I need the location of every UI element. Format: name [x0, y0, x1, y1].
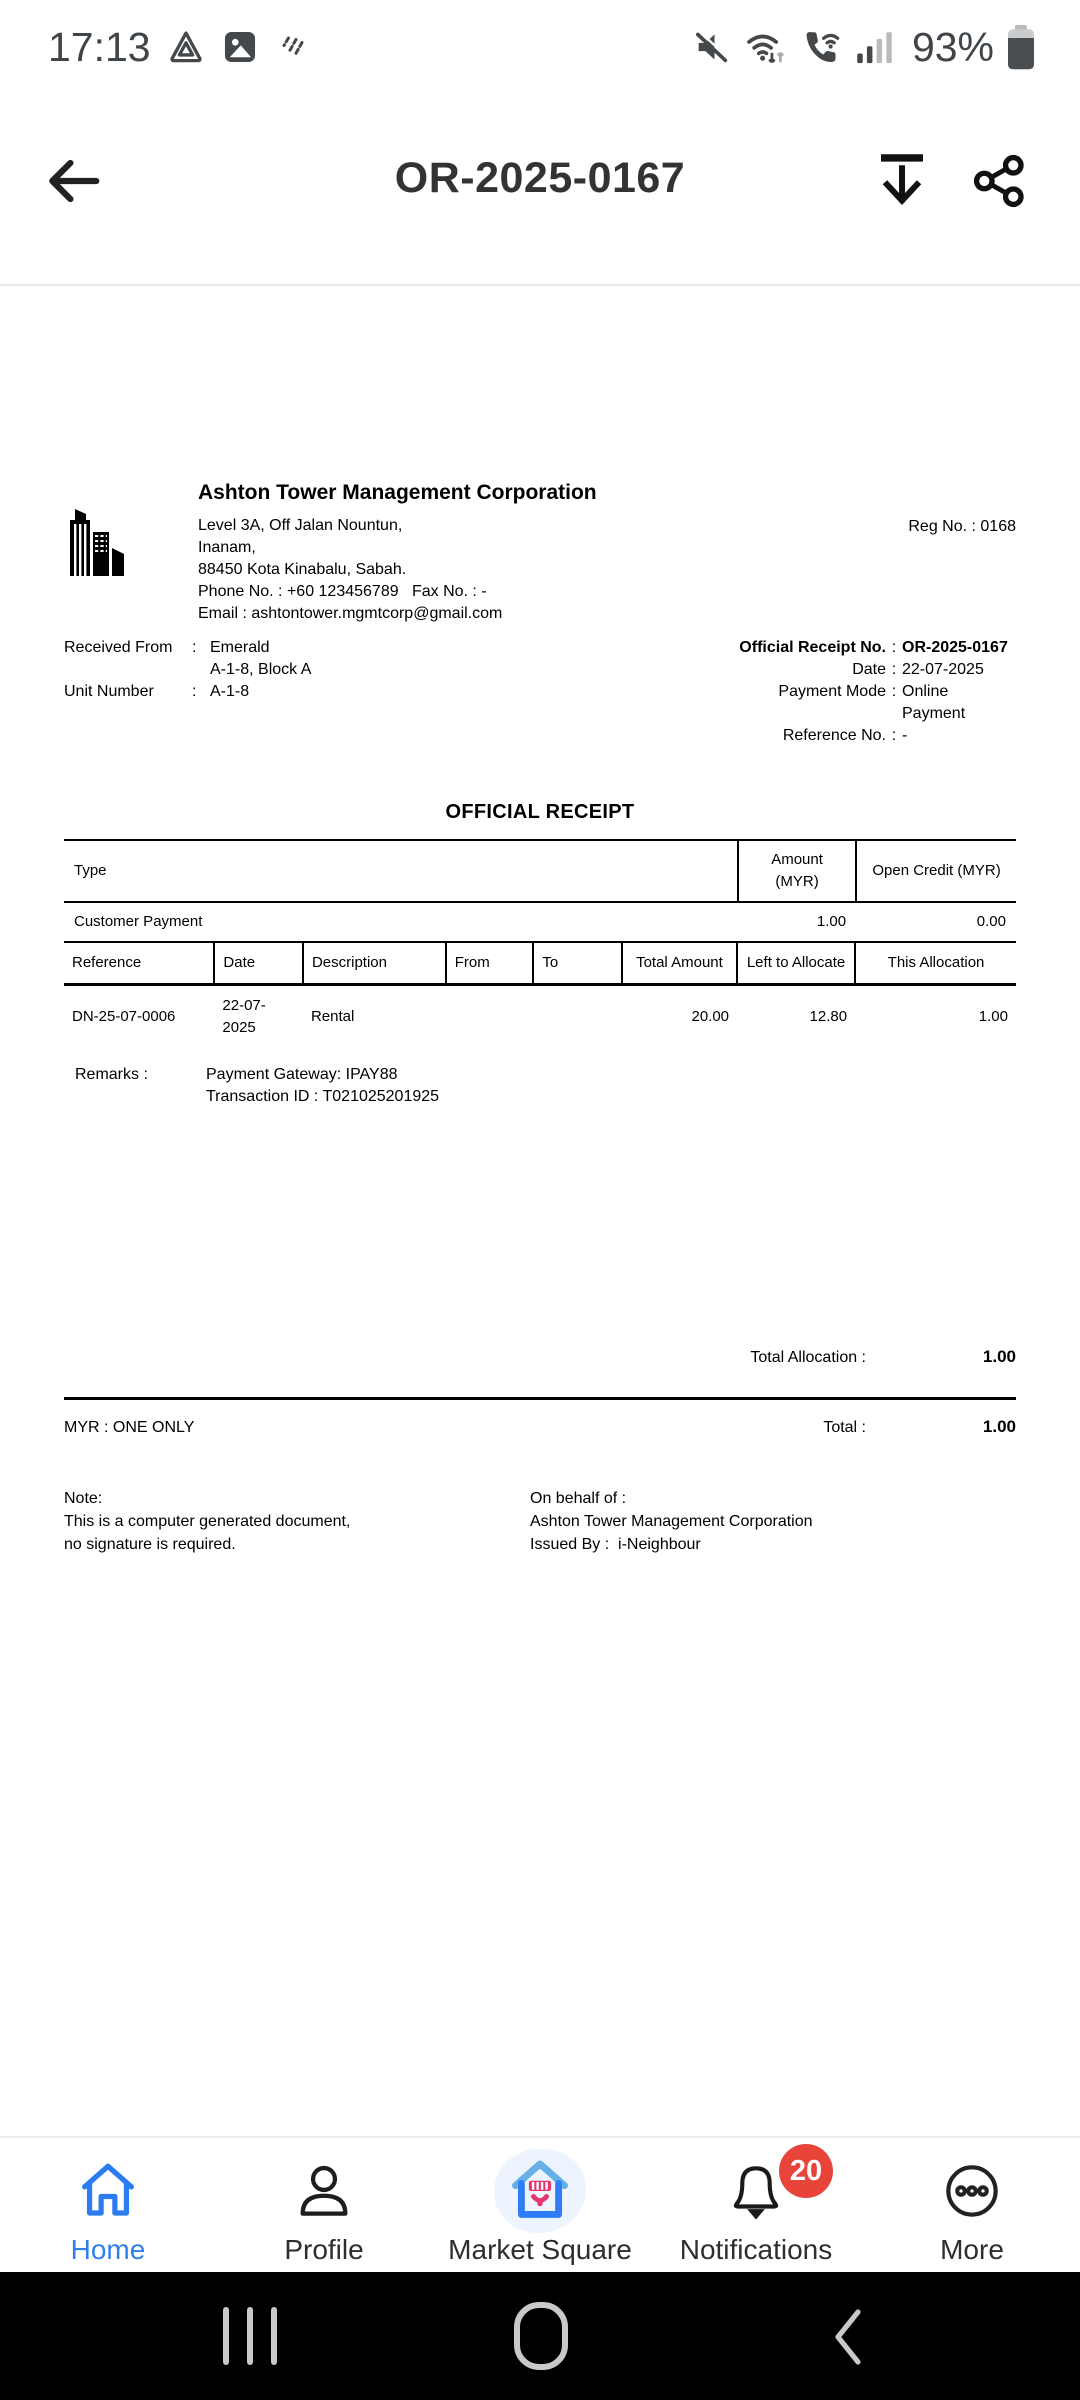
table-cell: 20.00 [691, 1008, 730, 1025]
page-title: OR-2025-0167 [394, 154, 686, 202]
battery-icon [1006, 24, 1036, 70]
table-cell: 12.80 [809, 1008, 848, 1025]
summary-table [64, 839, 1016, 941]
remarks-line: Transaction ID : T021025201925 [206, 1088, 440, 1105]
status-bar [0, 0, 1080, 88]
column-header: Type [64, 840, 738, 902]
share-button[interactable] [968, 148, 1032, 214]
company-phone-line: Phone No. : +60 123456789 Fax No. : - [198, 583, 487, 600]
table-cell: Rental [310, 1008, 355, 1025]
column-header: Left to Allocate [737, 942, 855, 985]
colon: : [891, 683, 897, 700]
unit-number-label: Unit Number [64, 683, 154, 700]
more-icon [939, 2152, 1005, 2230]
received-from-value-line2: A-1-8, Block A [210, 661, 312, 678]
company-address-line: Level 3A, Off Jalan Nountun, [198, 517, 403, 534]
nav-label: Market Square [448, 2234, 632, 2265]
mute-icon [692, 27, 732, 67]
android-navigation-bar [0, 2272, 1080, 2400]
payment-mode-label: Payment Mode [778, 683, 886, 700]
nav-label: Home [70, 2234, 146, 2265]
remarks-value [206, 1064, 439, 1108]
recents-icon[interactable] [218, 2302, 282, 2375]
note-line: Note: [64, 1490, 103, 1507]
grand-total-line [64, 1400, 1016, 1439]
total-allocation-value: 1.00 [982, 1347, 1016, 1366]
company-name: Ashton Tower Management Corporation [198, 481, 597, 504]
remarks-label: Remarks : [75, 1066, 148, 1083]
parties-section [64, 637, 1016, 747]
colon: : [192, 683, 197, 700]
reference-no-label: Reference No. [782, 727, 886, 744]
table-cell: DN-25-07-0006 [72, 1008, 176, 1025]
note-line: no signature is required. [64, 1536, 236, 1553]
home-nav-icon[interactable] [512, 2300, 570, 2377]
column-header: Date [214, 942, 303, 985]
on-behalf-line: On behalf of : [530, 1490, 627, 1507]
allocation-table-row [64, 985, 1016, 1049]
column-header: Total Amount [622, 942, 737, 985]
column-header: To [533, 942, 622, 985]
clock: 17:13 [48, 23, 151, 70]
issued-by-line: Issued By : i-Neighbour [530, 1536, 701, 1553]
wifi-icon [744, 26, 788, 68]
column-header: Open Credit (MYR) [856, 840, 1016, 902]
nav-item-notifications[interactable] [648, 2138, 864, 2272]
note-block [64, 1487, 530, 1556]
nav-item-home[interactable] [0, 2138, 216, 2272]
table-cell [533, 985, 622, 1049]
receipt-document [0, 290, 1080, 2135]
receipt-no-label: Official Receipt No. [739, 639, 886, 656]
company-address-line: Inanam, [198, 539, 256, 556]
summary-table-row [64, 902, 1016, 941]
table-cell: 1.00 [816, 913, 847, 930]
download-button[interactable] [870, 148, 934, 214]
market-square-icon [494, 2152, 586, 2230]
nav-label: Notifications [679, 2234, 833, 2265]
company-info [198, 480, 908, 625]
table-cell: 0.00 [976, 913, 1006, 930]
date-label: Date [852, 661, 886, 678]
colon: : [192, 639, 197, 656]
column-header: From [446, 942, 534, 985]
on-behalf-line: Ashton Tower Management Corporation [530, 1513, 813, 1530]
unit-number-value: A-1-8 [210, 683, 250, 700]
receipt-no-value: OR-2025-0167 [902, 639, 1008, 656]
status-bar-right [692, 24, 1036, 71]
nav-label: Profile [284, 2234, 364, 2265]
company-reg-no: Reg No. : 0168 [908, 518, 1016, 535]
status-bar-left [48, 24, 311, 71]
on-behalf-block [530, 1487, 813, 1556]
table-cell: Customer Payment [74, 913, 203, 930]
column-header: Description [303, 942, 446, 985]
received-from-value: Emerald [210, 639, 270, 656]
allocation-table-header-row [64, 942, 1016, 985]
nav-item-profile[interactable] [216, 2138, 432, 2272]
bottom-navigation [0, 2136, 1080, 2272]
nav-item-more[interactable] [864, 2138, 1080, 2272]
total-allocation-line [64, 1346, 1016, 1369]
remarks-section [64, 1064, 1016, 1108]
column-header: Amount (MYR) [738, 840, 856, 902]
company-header [64, 480, 1016, 625]
document-title: OFFICIAL RECEIPT [445, 801, 635, 823]
received-from-block [64, 637, 311, 747]
company-email-line: Email : ashtontower.mgmtcorp@gmail.com [198, 605, 503, 622]
notification-badge: 20 [779, 2144, 833, 2198]
table-cell [446, 985, 534, 1049]
battery-percent: 93% [911, 23, 994, 70]
colon: : [891, 661, 897, 678]
handwriting-icon [275, 29, 311, 65]
back-nav-icon[interactable] [826, 2306, 870, 2373]
nav-label: More [940, 2234, 1004, 2265]
app-bar [0, 88, 1080, 286]
amount-in-words: MYR : ONE ONLY [64, 1419, 195, 1436]
company-address-line: 88450 Kota Kinabalu, Sabah. [198, 561, 407, 578]
reference-no-value: - [902, 727, 908, 744]
notifications-icon [725, 2152, 823, 2230]
drive-icon [167, 28, 205, 66]
column-header: This Allocation [855, 942, 1016, 985]
gallery-icon [221, 28, 259, 66]
colon: : [891, 639, 897, 656]
nav-item-market-square[interactable] [432, 2138, 648, 2272]
total-allocation-label: Total Allocation : [750, 1349, 866, 1366]
table-cell: 22-07-2025 [222, 997, 266, 1036]
column-header: Reference [64, 942, 214, 985]
profile-icon [292, 2152, 356, 2230]
summary-table-header-row [64, 840, 1016, 902]
note-line: This is a computer generated document, [64, 1513, 351, 1530]
receipt-info-block [546, 637, 1016, 747]
payment-mode-value: Online Payment [902, 683, 966, 722]
remarks-line: Payment Gateway: IPAY88 [206, 1066, 398, 1083]
total-label: Total : [823, 1419, 866, 1436]
colon: : [891, 727, 897, 744]
footer-section [64, 1487, 1016, 1556]
received-from-label: Received From [64, 639, 173, 656]
company-logo-buildings-icon [64, 504, 142, 625]
table-cell: 1.00 [978, 1008, 1008, 1025]
home-icon [75, 2152, 141, 2230]
wifi-calling-icon [800, 26, 842, 68]
signal-icon [854, 27, 896, 67]
allocation-table [64, 941, 1016, 1048]
date-value: 22-07-2025 [902, 661, 984, 678]
total-value: 1.00 [982, 1417, 1016, 1436]
